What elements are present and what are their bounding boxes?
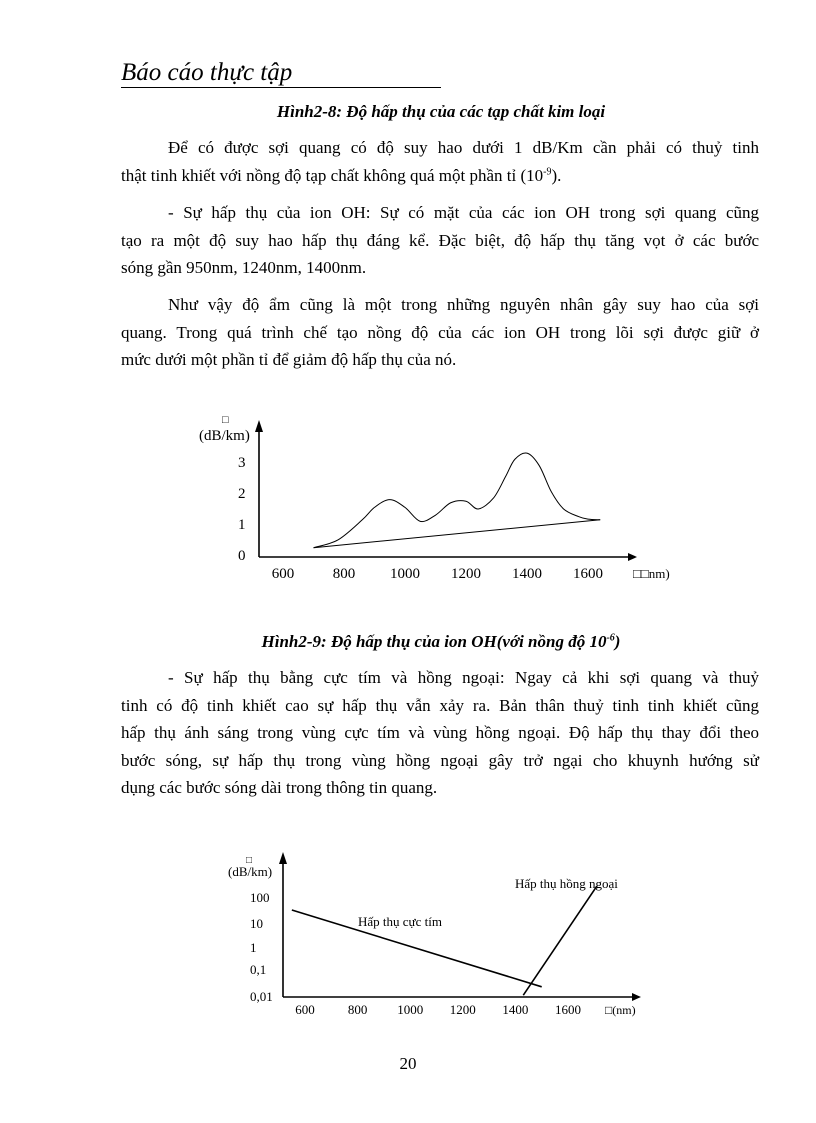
x-tick-label: 1600 (555, 1002, 581, 1017)
caption-superscript: -6 (606, 632, 615, 644)
x-tick-label: 1400 (512, 566, 542, 582)
figure-2-9-caption-text: Hình2-9: Độ hấp thụ của ion OH(với nồng độ 10 (261, 632, 607, 651)
x-tick-label: 1200 (449, 1002, 476, 1017)
y-tick-label: 10 (250, 916, 263, 931)
y-axis-arrow (279, 852, 287, 864)
ir-absorption-line (523, 886, 597, 995)
paragraph-2-line-3: sóng gần 950nm, 1240nm, 1400nm. (121, 258, 367, 277)
ir-absorption-label: Hấp thụ hồng ngoại (515, 876, 618, 891)
y-axis-glyph: □ (222, 414, 229, 426)
y-tick-label: 3 (238, 455, 246, 471)
paragraph-3-line-3: mức dưới một phần tỉ để giảm độ hấp thụ của nó. (121, 350, 457, 369)
y-axis-glyph: □ (246, 855, 253, 866)
paragraph-2-line-2: tạo ra một độ suy hao hấp thụ đáng kể. Đặc biệt, độ hấp thụ tăng vọt ở các bước (121, 230, 759, 250)
x-axis-label: □(nm) (605, 1003, 636, 1017)
x-tick-label: 1000 (397, 1002, 424, 1017)
superscript-exponent: -9 (543, 165, 552, 177)
y-axis-label: (dB/km) (199, 428, 250, 444)
x-tick-label: 600 (271, 566, 295, 582)
x-tick-label: 600 (295, 1002, 315, 1017)
x-tick-label: 1000 (390, 566, 420, 582)
paragraph-4-line-1: - Sự hấp thụ bằng cực tím và hồng ngoại: Ngay cả khi sợi quang và thuỷ (168, 668, 759, 687)
paragraph-4-line-5: dụng các bước sóng dài trong thông tin quang. (121, 778, 438, 797)
y-tick-label: 100 (250, 890, 270, 905)
paragraph-1-line-2-text: thật tinh khiết với nồng độ tạp chất không quá một phần tỉ (10 (121, 165, 544, 185)
paragraph-2-line-1: - Sự hấp thụ của ion OH: Sự có mặt của các ion OH trong sợi quang cũng (168, 203, 759, 222)
paragraph-1-line-2-end: ). (551, 165, 562, 185)
x-axis-arrow (632, 993, 641, 1001)
x-tick-label: 800 (347, 1002, 368, 1017)
paragraph-4-line-2: tinh có độ tinh khiết cao sự hấp thụ vẫn xảy ra. Bản thân thuỷ tinh tinh khiết cũng (121, 695, 759, 715)
paragraph-4-line-4: bước sóng, sự hấp thụ trong vùng hồng ngoại gây trở ngại cho khuynh hướng sử (121, 750, 759, 770)
x-tick-label: 1200 (451, 566, 481, 582)
y-tick-label: 0,01 (250, 989, 273, 1004)
y-tick-label: 0 (238, 548, 246, 564)
page-number: 20 (399, 1054, 417, 1073)
y-tick-label: 2 (238, 486, 246, 502)
x-tick-label: 1400 (502, 1002, 529, 1017)
figure-2-9-caption-end: ) (614, 632, 621, 651)
uv-absorption-label: Hấp thụ cực tím (358, 914, 442, 929)
figure-2-8-caption: Hình2-8: Độ hấp thụ của các tạp chất kim loại (276, 102, 606, 121)
y-tick-label: 0,1 (250, 962, 267, 977)
paragraph-4-line-3: hấp thụ ánh sáng trong vùng cực tím và vùng hồng ngoại. Độ hấp thụ thay đổi theo (121, 723, 759, 742)
y-axis-label: (dB/km) (228, 864, 273, 879)
y-tick-label: 1 (250, 940, 257, 955)
paragraph-3-line-2: quang. Trong quá trình chế tạo nồng độ của các ion OH trong lõi sợi được giữ ở (121, 322, 759, 342)
y-tick-label: 1 (238, 517, 246, 533)
paragraph-3-line-1: Như vậy độ ẩm cũng là một trong những nguyên nhân gây suy hao của sợi (168, 295, 759, 314)
paragraph-1-line-1: Để có được sợi quang có độ suy hao dưới 1 dB/Km cần phải có thuỷ tinh (168, 138, 759, 157)
x-tick-label: 1600 (573, 566, 603, 582)
report-header: Báo cáo thực tập (121, 59, 293, 86)
x-axis-label: □□nm) (633, 566, 670, 581)
x-tick-label: 800 (332, 566, 356, 582)
